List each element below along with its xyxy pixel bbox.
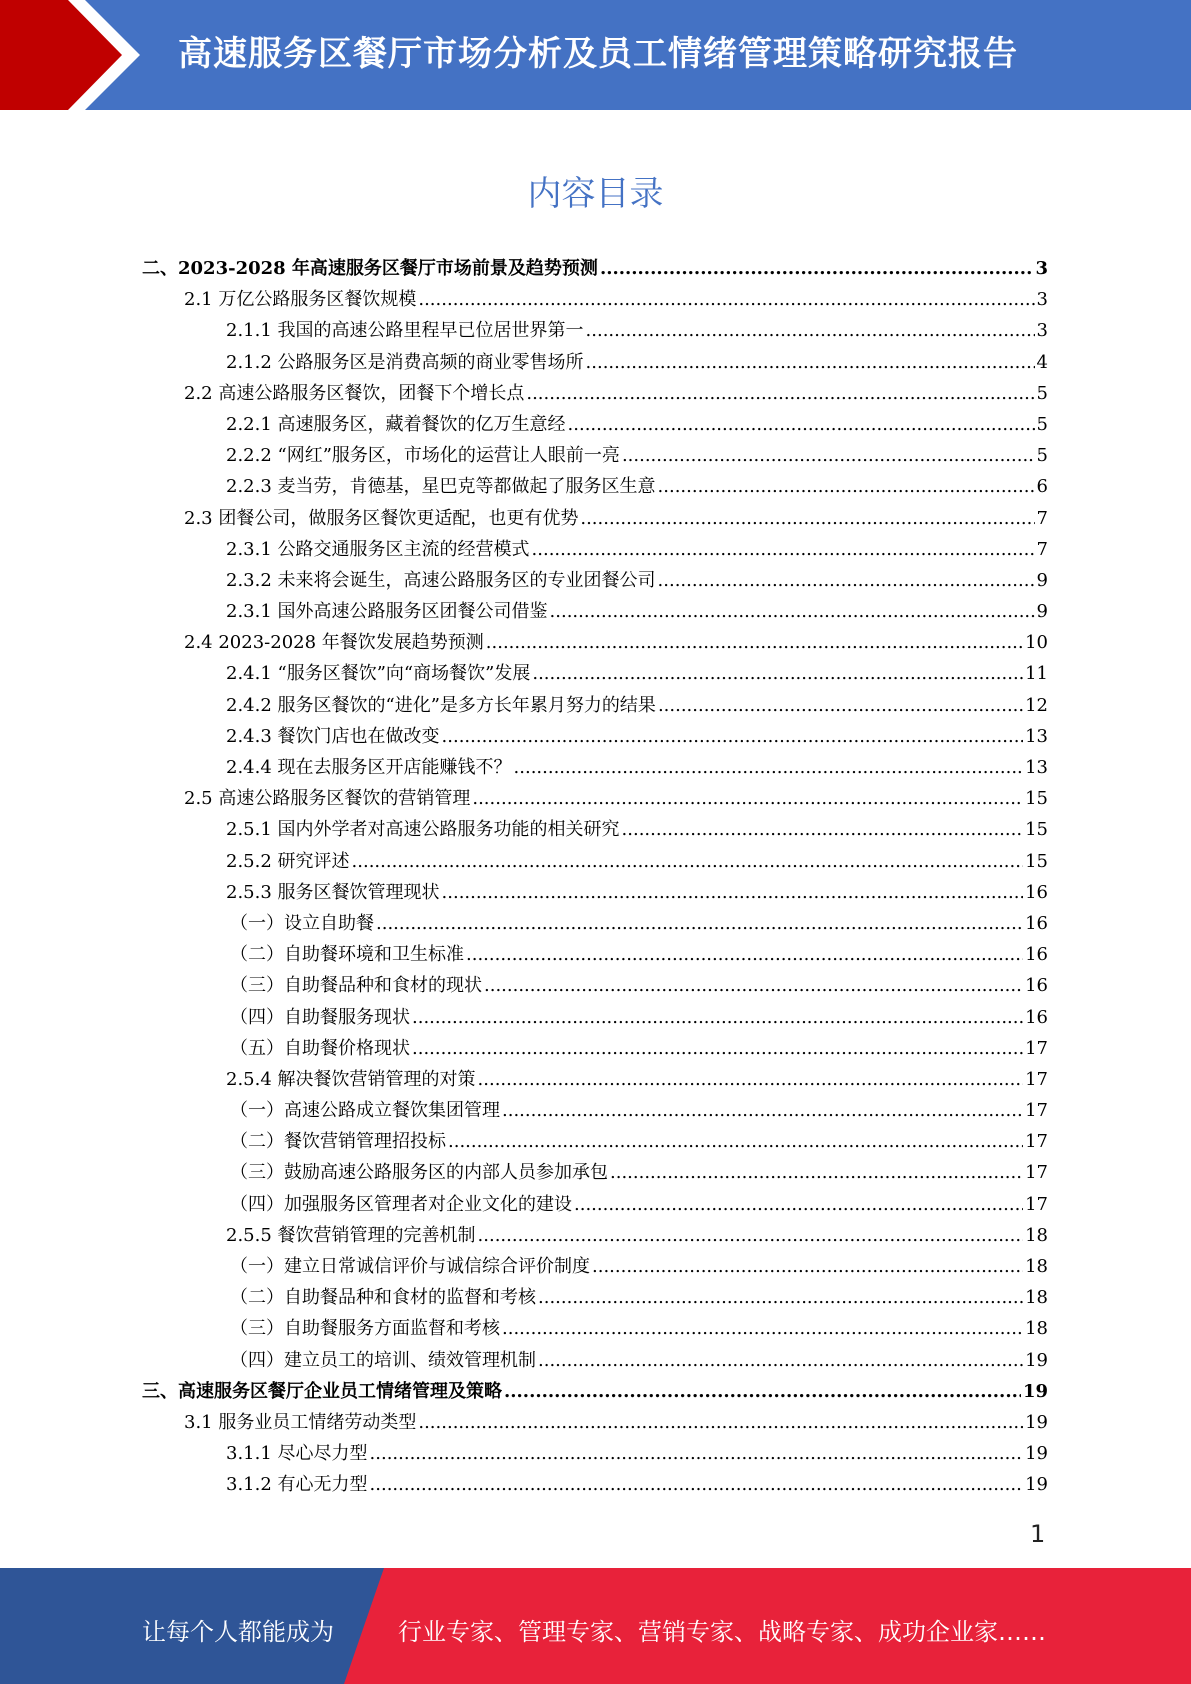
toc-entry-page: 15 [1025,788,1048,810]
toc-dot-leader [586,315,1035,346]
toc-entry-page: 17 [1025,1131,1048,1153]
toc-entry-page: 6 [1036,476,1048,498]
toc-dot-leader [568,409,1035,440]
toc-entry-label: 2.3.1 国外高速公路服务区团餐公司借鉴 [226,601,548,623]
toc-entry-label: （二）餐饮营销管理招投标 [230,1131,446,1153]
toc-entry-label: 2.5 高速公路服务区餐饮的营销管理 [184,788,471,810]
toc-entry-label: （三）自助餐品种和食材的现状 [230,975,482,997]
toc-entry-label: （四）建立员工的培训、绩效管理机制 [230,1349,536,1371]
toc-entry-label: 2.1 万亿公路服务区餐饮规模 [184,289,417,311]
toc-entry-page: 17 [1025,1162,1048,1184]
toc-entry[interactable] [142,939,1048,970]
toc-entry[interactable] [142,1282,1048,1313]
toc-entry-page: 16 [1025,912,1048,934]
toc-dot-leader [352,846,1024,877]
toc-entry-label: 2.4.3 餐饮门店也在做改变 [226,725,440,747]
toc-entry-page: 17 [1025,1037,1048,1059]
toc-entry-label: 2.2.2 “网红”服务区，市场化的运营让人眼前一亮 [226,445,620,467]
toc-entry-label: 2.3.2 未来将会诞生，高速公路服务区的专业团餐公司 [226,569,656,591]
toc-dot-leader [448,1126,1023,1157]
toc-dot-leader [592,1251,1023,1282]
toc-entry-page: 17 [1025,1100,1048,1122]
toc-entry-page: 15 [1025,850,1048,872]
toc-entry[interactable] [142,253,1048,284]
toc-entry-page: 11 [1025,663,1048,685]
toc-dot-leader [418,284,1034,315]
toc-entry[interactable] [142,877,1048,908]
toc-entry-label: 2.4.4 现在去服务区开店能赚钱不？ [226,757,512,778]
toc-dot-leader [658,471,1035,502]
toc-entry-label: （四）自助餐服务现状 [230,1006,410,1028]
toc-entry[interactable] [142,534,1048,565]
toc-entry[interactable] [142,503,1048,534]
toc-entry[interactable] [142,1438,1048,1469]
toc-dot-leader [486,627,1023,658]
toc-dot-leader [478,1220,1024,1251]
toc-entry[interactable] [142,690,1048,721]
toc-entry-label: （一）高速公路成立餐饮集团管理 [230,1100,500,1122]
toc-entry-label: （二）自助餐环境和卫生标准 [230,944,464,966]
toc-entry-page: 10 [1025,632,1048,654]
footer-banner [0,1568,1191,1684]
toc-entry-page: 3 [1036,289,1048,311]
toc-entry-label: 2.5.5 餐饮营销管理的完善机制 [226,1224,476,1246]
toc-entry[interactable] [142,565,1048,596]
toc-dot-leader [466,939,1023,970]
toc-entry-page: 19 [1025,1443,1048,1465]
toc-entry-label: 2.2.3 麦当劳，肯德基，星巴克等都做起了服务区生意 [226,476,656,498]
toc-heading: 内容目录 [527,174,664,214]
toc-dot-leader [442,721,1024,752]
toc-entry[interactable] [142,1313,1048,1344]
toc-entry-page: 7 [1036,507,1048,529]
toc-dot-leader [580,503,1034,534]
toc-entry[interactable] [142,440,1048,471]
toc-entry[interactable] [142,970,1048,1001]
footer-slogan-left: 让每个人都能成为 [142,1618,334,1646]
toc-entry[interactable] [142,1189,1048,1220]
footer-slogan-right: 行业专家、管理专家、营销专家、战略专家、成功企业家…… [398,1618,1046,1646]
toc-entry-label: 2.5.2 研究评述 [226,850,350,872]
toc-entry[interactable] [142,658,1048,689]
toc-entry[interactable] [142,378,1048,409]
toc-entry[interactable] [142,846,1048,877]
toc-entry-page: 5 [1036,413,1048,435]
toc-dot-leader [514,752,1024,783]
toc-dot-leader [472,783,1023,814]
toc-entry-page: 16 [1025,1006,1048,1028]
toc-entry[interactable] [142,1407,1048,1438]
toc-entry-label: 2.4 2023-2028 年餐饮发展趋势预测 [184,632,484,654]
toc-entry-label: 2.4.1 “服务区餐饮”向“商场餐饮”发展 [226,663,531,685]
toc-dot-leader [658,690,1023,721]
toc-dot-leader [550,596,1035,627]
toc-dot-leader [370,1469,1024,1500]
toc-dot-leader [442,877,1024,908]
toc-entry-page: 4 [1036,351,1048,373]
toc-entry-page: 19 [1022,1380,1048,1402]
toc-entry[interactable] [142,471,1048,502]
report-title: 高速服务区餐厅市场分析及员工情绪管理策略研究报告 [178,34,1018,74]
toc-entry-page: 18 [1025,1224,1048,1246]
toc-entry-label: （一）设立自助餐 [230,912,374,934]
toc-dot-leader [600,253,1034,284]
toc-entry-page: 5 [1036,382,1048,404]
toc-entry-label: （四）加强服务区管理者对企业文化的建设 [230,1193,572,1215]
toc-entry-label: 3.1.1 尽心尽力型 [226,1443,368,1465]
toc-dot-leader [502,1095,1023,1126]
toc-dot-leader [538,1345,1023,1376]
toc-entry-label: （三）自助餐服务方面监督和考核 [230,1318,500,1340]
toc-entry[interactable] [142,627,1048,658]
toc-dot-leader [504,1376,1021,1407]
toc-entry-label: 三、高速服务区餐厅企业员工情绪管理及策略 [142,1380,502,1402]
toc-entry-page: 19 [1025,1411,1048,1433]
toc-entry-page: 7 [1036,538,1048,560]
toc-entry-page: 9 [1036,601,1048,623]
toc-entry-page: 3 [1035,258,1048,279]
toc-entry[interactable] [142,1220,1048,1251]
toc-dot-leader [418,1407,1023,1438]
toc-entry-label: 2.3.1 公路交通服务区主流的经营模式 [226,538,530,560]
toc-dot-leader [610,1157,1023,1188]
toc-entry[interactable] [142,1064,1048,1095]
toc-dot-leader [532,534,1035,565]
toc-entry[interactable] [142,315,1048,346]
toc-entry-label: 2.4.2 服务区餐饮的“进化”是多方长年累月努力的结果 [226,694,656,716]
toc-entry[interactable] [142,1002,1048,1033]
toc-entry-label: 2.5.3 服务区餐饮管理现状 [226,881,440,903]
toc-entry-page: 19 [1025,1349,1048,1371]
toc-entry-page: 19 [1025,1474,1048,1496]
toc-entry[interactable] [142,783,1048,814]
toc-entry[interactable] [142,721,1048,752]
toc-entry[interactable] [142,596,1048,627]
toc-entry[interactable] [142,1345,1048,1376]
page-number: 1 [1030,1520,1046,1548]
table-of-contents [142,253,1048,1501]
toc-entry-label: （五）自助餐价格现状 [230,1037,410,1059]
toc-entry-page: 17 [1025,1068,1048,1090]
toc-entry-label: （三）鼓励高速公路服务区的内部人员参加承包 [230,1162,608,1184]
toc-entry[interactable] [142,908,1048,939]
toc-entry-page: 18 [1025,1256,1048,1277]
toc-entry-page: 3 [1036,320,1048,342]
toc-entry[interactable] [142,1033,1048,1064]
toc-entry-page: 16 [1025,975,1048,997]
toc-entry-page: 13 [1025,725,1048,747]
toc-entry-label: 2.2.1 高速服务区，藏着餐饮的亿万生意经 [226,413,566,435]
toc-dot-leader [622,440,1035,471]
toc-entry[interactable] [142,1376,1048,1407]
toc-dot-leader [412,1033,1023,1064]
toc-entry[interactable] [142,814,1048,845]
toc-entry-page: 5 [1036,445,1048,467]
toc-dot-leader [412,1002,1023,1033]
toc-entry-page: 18 [1025,1287,1048,1309]
toc-entry-page: 16 [1025,944,1048,966]
toc-entry-label: 2.5.1 国内外学者对高速公路服务功能的相关研究 [226,819,620,841]
toc-entry-label: 二、2023-2028 年高速服务区餐厅市场前景及趋势预测 [142,258,598,279]
toc-entry[interactable] [142,1095,1048,1126]
toc-entry[interactable] [142,284,1048,315]
toc-dot-leader [586,347,1035,378]
toc-entry[interactable] [142,1157,1048,1188]
toc-entry-label: 2.5.4 解决餐饮营销管理的对策 [226,1068,476,1090]
toc-dot-leader [484,970,1023,1001]
toc-dot-leader [370,1438,1024,1469]
toc-dot-leader [526,378,1034,409]
toc-entry-label: 3.1 服务业员工情绪劳动类型 [184,1411,417,1433]
toc-entry[interactable] [142,1126,1048,1157]
toc-entry-label: （一）建立日常诚信评价与诚信综合评价制度 [230,1256,590,1277]
toc-dot-leader [658,565,1035,596]
toc-dot-leader [622,814,1024,845]
toc-entry-page: 9 [1036,569,1048,591]
toc-dot-leader [502,1313,1023,1344]
toc-entry-label: 2.3 团餐公司，做服务区餐饮更适配，也更有优势 [184,507,579,529]
toc-entry[interactable] [142,752,1048,783]
toc-entry-page: 15 [1025,819,1048,841]
toc-entry[interactable] [142,347,1048,378]
toc-dot-leader [574,1189,1023,1220]
header-arrow-decoration [0,0,160,110]
toc-entry-label: 2.1.2 公路服务区是消费高频的商业零售场所 [226,351,584,373]
toc-dot-leader [538,1282,1023,1313]
toc-dot-leader [532,658,1023,689]
toc-entry-label: 2.1.1 我国的高速公路里程早已位居世界第一 [226,320,584,342]
toc-entry-page: 16 [1025,881,1048,903]
toc-entry-label: （二）自助餐品种和食材的监督和考核 [230,1287,536,1309]
toc-entry-page: 13 [1025,757,1048,778]
header-banner [0,0,1191,110]
toc-entry[interactable] [142,409,1048,440]
toc-entry[interactable] [142,1251,1048,1282]
toc-entry-label: 2.2 高速公路服务区餐饮，团餐下个增长点 [184,382,525,404]
toc-entry-page: 18 [1025,1318,1048,1340]
toc-dot-leader [376,908,1023,939]
toc-entry[interactable] [142,1469,1048,1500]
toc-entry-page: 12 [1025,694,1048,716]
toc-entry-page: 17 [1025,1193,1048,1215]
toc-dot-leader [478,1064,1024,1095]
toc-entry-label: 3.1.2 有心无力型 [226,1474,368,1496]
